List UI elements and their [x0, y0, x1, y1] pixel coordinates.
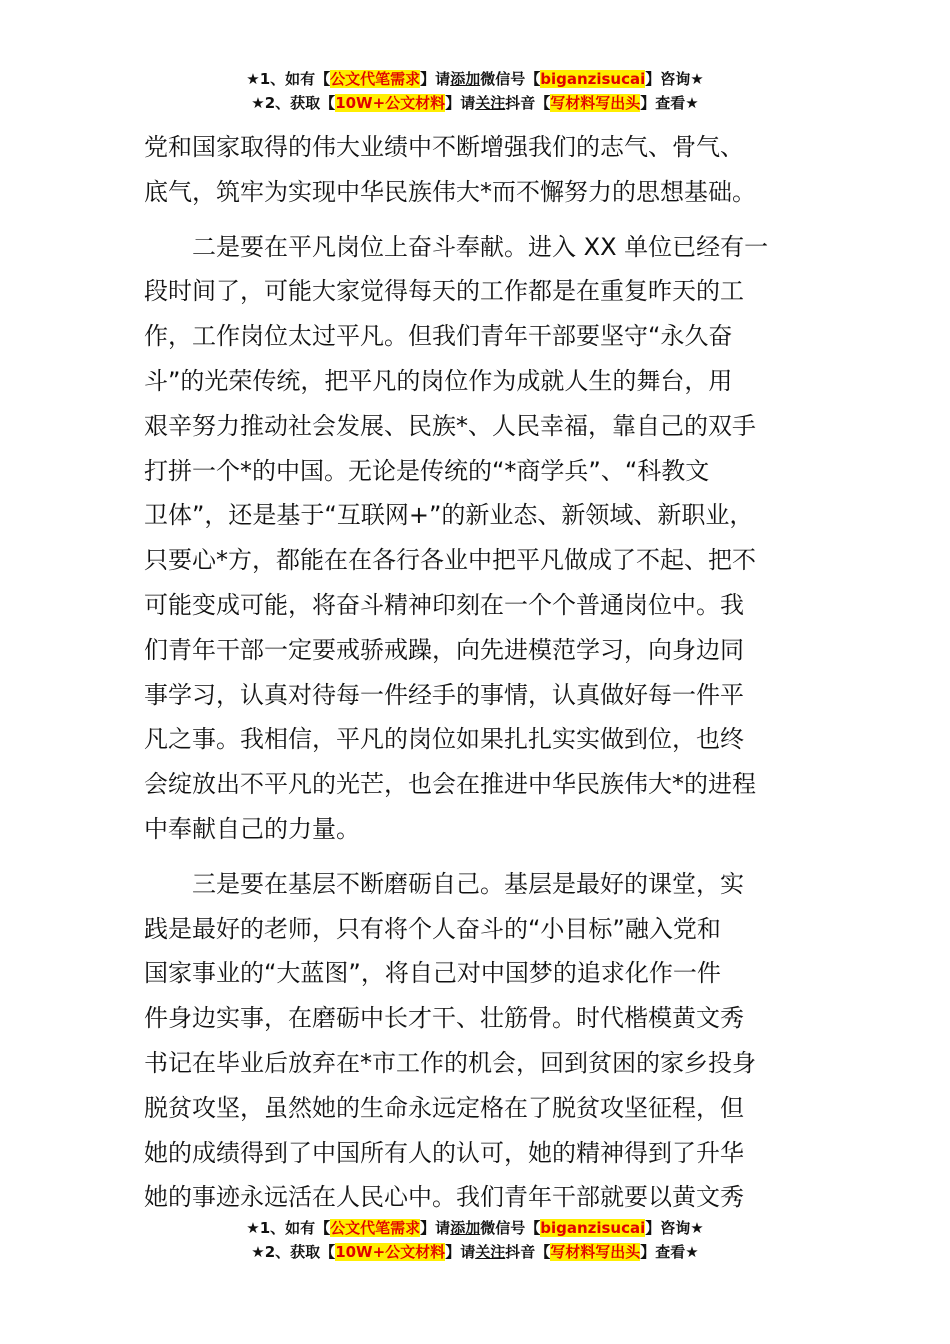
promo-line-1	[0, 67, 950, 91]
promo-line-2	[0, 91, 950, 115]
promo-text: 】咨询★	[645, 70, 704, 88]
promo-text: ★1、如有【	[246, 1219, 331, 1237]
promo-text: 】请	[420, 1219, 451, 1237]
paragraph-1	[144, 125, 828, 215]
text-line: 段时间了，可能大家觉得每天的工作都是在重复昨天的工	[144, 277, 744, 306]
promo-line-2	[0, 1240, 950, 1264]
text-line: 底气，筑牢为实现中华民族伟大*而不懈努力的思想基础。	[144, 177, 756, 206]
text-line: 事学习，认真对待每一件经手的事情，认真做好每一件平	[144, 680, 744, 709]
text-line: 三是要在基层不断磨砺自己。基层是最好的课堂，实	[192, 869, 744, 898]
promo-banner-bottom	[0, 1216, 950, 1264]
promo-text: 抖音【	[505, 94, 551, 112]
text-line: 只要心*方，都能在在各行各业中把平凡做成了不起、把不	[144, 546, 756, 575]
promo-text: ★2、获取【	[251, 1243, 336, 1261]
text-line: 打拼一个*的中国。无论是传统的“*商学兵”、“科教文	[144, 456, 710, 485]
promo-text: 】咨询★	[645, 1219, 704, 1237]
promo-highlight: 公文代笔需求	[330, 70, 421, 88]
text-line: 会绽放出不平凡的光芒，也会在推进中华民族伟大*的进程	[144, 770, 756, 799]
text-line: 书记在毕业后放弃在*市工作的机会，回到贫困的家乡投身	[144, 1048, 756, 1077]
text-line: 二是要在平凡岗位上奋斗奉献。进入 XX 单位已经有一	[192, 232, 769, 261]
wechat-id-highlight: biganzisucai	[540, 70, 646, 88]
promo-highlight: 10W+公文材料	[335, 1243, 446, 1261]
promo-underline: 添加	[450, 70, 481, 88]
promo-text: 】查看★	[640, 94, 699, 112]
document-body	[144, 125, 828, 1220]
douyin-id-highlight: 写材料写出头	[550, 1243, 641, 1261]
text-line: 件身边实事，在磨砺中长才干、壮筋骨。时代楷模黄文秀	[144, 1004, 744, 1033]
text-line: 艰辛努力推动社会发展、民族*、人民幸福，靠自己的双手	[144, 411, 756, 440]
wechat-id-highlight: biganzisucai	[540, 1219, 646, 1237]
text-line: 国家事业的“大蓝图”，将自己对中国梦的追求化作一件	[144, 959, 721, 988]
promo-banner-top	[0, 67, 950, 115]
text-line: 作，工作岗位太过平凡。但我们青年干部要坚守“永久奋	[144, 322, 733, 351]
text-line: 可能变成可能，将奋斗精神印刻在一个个普通岗位中。我	[144, 590, 744, 619]
promo-text: 微信号【	[480, 1219, 541, 1237]
promo-text: ★2、获取【	[251, 94, 336, 112]
text-line: 践是最好的老师，只有将个人奋斗的“小目标”融入党和	[144, 914, 721, 943]
text-line: 斗”的光荣传统，把平凡的岗位作为成就人生的舞台，用	[144, 366, 733, 395]
promo-highlight: 10W+公文材料	[335, 94, 446, 112]
promo-text: 】请	[445, 1243, 476, 1261]
promo-underline: 添加	[450, 1219, 481, 1237]
promo-text: ★1、如有【	[246, 70, 331, 88]
paragraph-2	[144, 225, 828, 852]
text-line: 凡之事。我相信，平凡的岗位如果扎扎实实做到位，也终	[144, 725, 744, 754]
promo-underline: 关注	[475, 94, 506, 112]
promo-text: 抖音【	[505, 1243, 551, 1261]
promo-text: 】查看★	[640, 1243, 699, 1261]
text-line: 她的成绩得到了中国所有人的认可，她的精神得到了升华	[144, 1138, 744, 1167]
promo-line-1	[0, 1216, 950, 1240]
promo-text: 】请	[445, 94, 476, 112]
text-line: 中奉献自己的力量。	[144, 814, 360, 843]
promo-highlight: 公文代笔需求	[330, 1219, 421, 1237]
promo-underline: 关注	[475, 1243, 506, 1261]
paragraph-3	[144, 862, 828, 1220]
text-line: 脱贫攻坚，虽然她的生命永远定格在了脱贫攻坚征程，但	[144, 1093, 744, 1122]
text-line: 们青年干部一定要戒骄戒躁，向先进模范学习，向身边同	[144, 635, 744, 664]
douyin-id-highlight: 写材料写出头	[550, 94, 641, 112]
promo-text: 】请	[420, 70, 451, 88]
text-line: 她的事迹永远活在人民心中。我们青年干部就要以黄文秀	[144, 1183, 744, 1212]
text-line: 党和国家取得的伟大业绩中不断增强我们的志气、骨气、	[144, 133, 744, 161]
text-line: 卫体”，还是基于“互联网+”的新业态、新领域、新职业，	[144, 501, 754, 530]
promo-text: 微信号【	[480, 70, 541, 88]
